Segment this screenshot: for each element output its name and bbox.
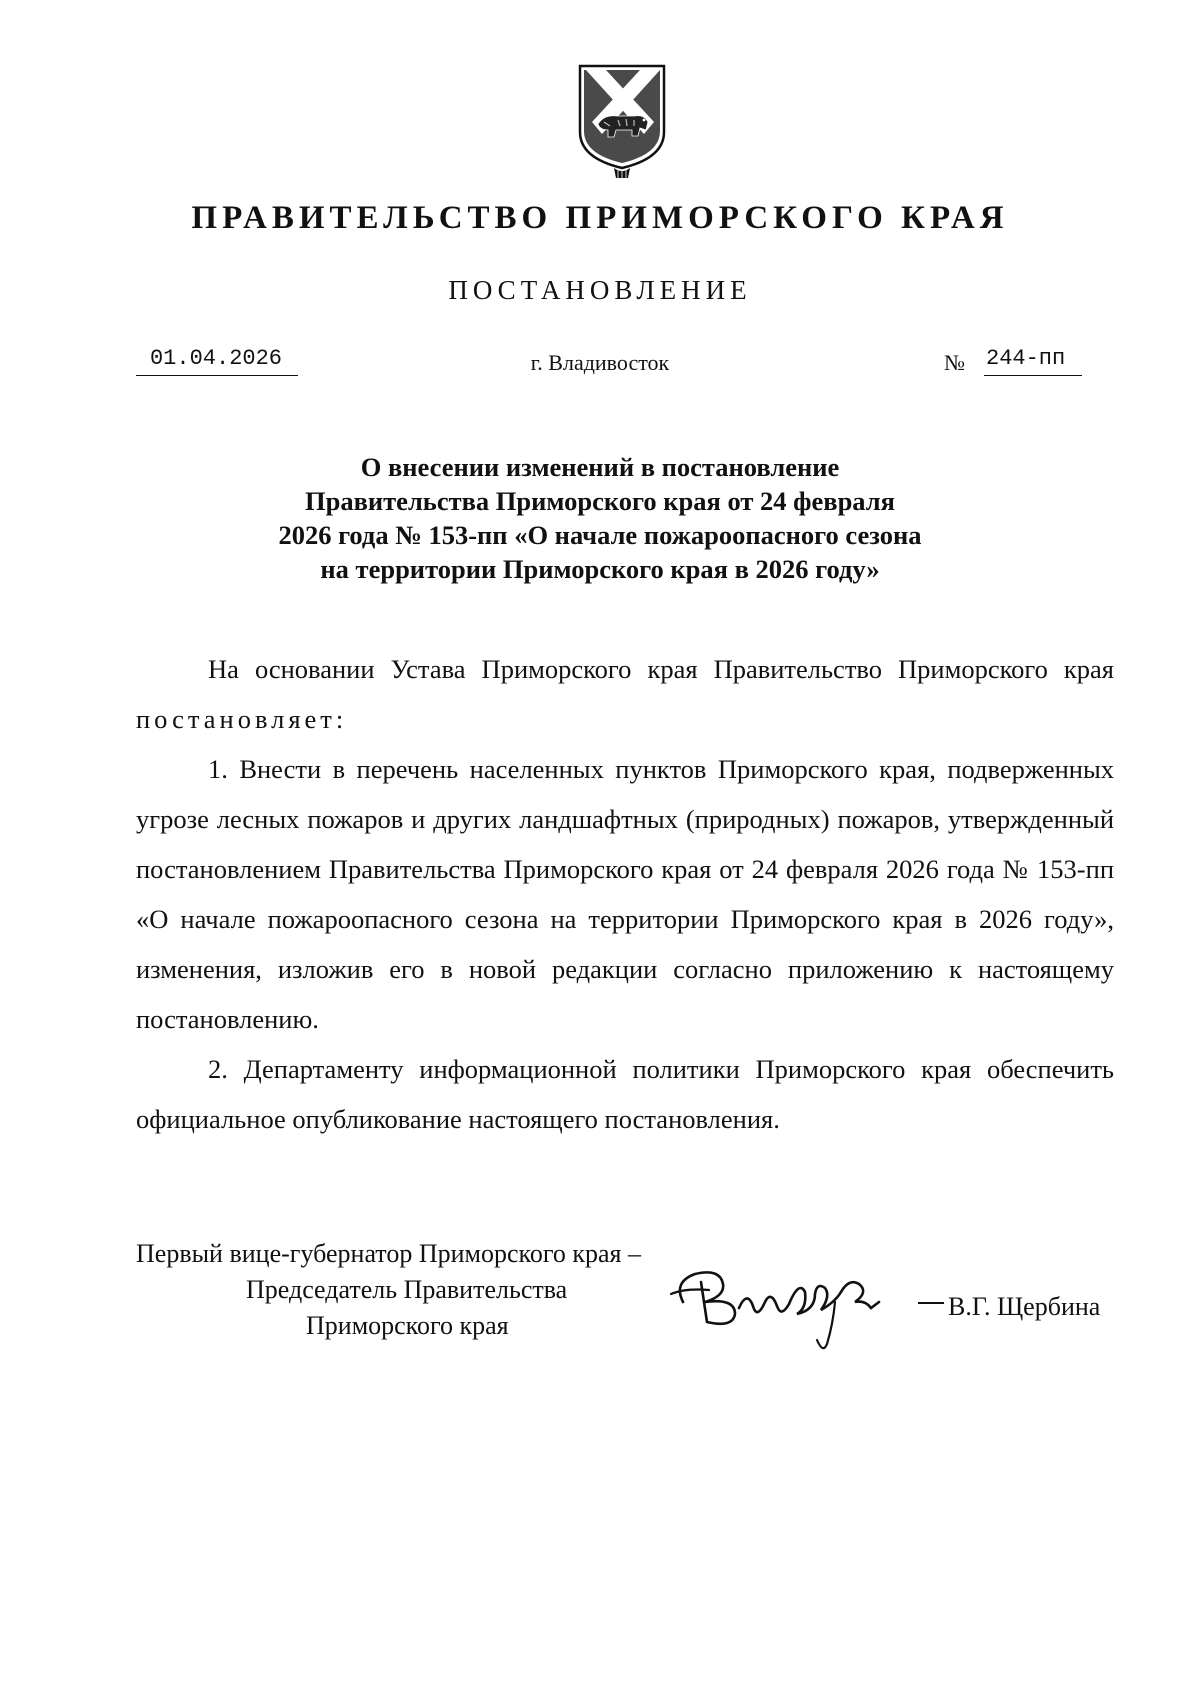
- signatory-name: В.Г. Щербина: [948, 1292, 1101, 1321]
- document-number: 244-пп: [986, 346, 1066, 371]
- signatory-position: [136, 1236, 696, 1344]
- heading-line: Правительства Приморского края от 24 февраля: [304, 486, 895, 516]
- document-body: [136, 644, 1114, 1144]
- document-date: 01.04.2026: [149, 346, 283, 371]
- coat-of-arms-emblem: [574, 62, 670, 182]
- signature-dash: [918, 1302, 944, 1304]
- intro-paragraph: [136, 644, 1114, 744]
- position-line: Приморского края: [306, 1311, 509, 1340]
- position-line: Первый вице-губернатор Приморского края –: [136, 1239, 641, 1268]
- document-city: г. Владивосток: [530, 350, 670, 375]
- item-1-paragraph: 1. Внести в перечень населенных пунктов Приморского края, подверженных угрозе лесных пожаров и других ландшафтных (природных) пожаров, утвержденный постановлением Правительства Приморского края от 24 февраля 2026 года № 153-пп «О начале пожароопасного сезона на территории Приморского края в 2026 году», изменения, изложив его в новой редакции согласно приложению к настоящему постановлению.: [136, 754, 1114, 1034]
- document-type: ПОСТАНОВЛЕНИЕ: [448, 275, 752, 305]
- handwritten-signature: [665, 1262, 910, 1362]
- number-underline: [984, 375, 1082, 376]
- number-sign: №: [944, 350, 965, 375]
- item-2-paragraph: 2. Департаменту информационной политики Приморского края обеспечить официальное опубликование настоящего постановления.: [136, 1054, 1114, 1134]
- heading-line: на территории Приморского края в 2026 году»: [320, 554, 880, 584]
- intro-text: На основании Устава Приморского края Правительство Приморского края: [208, 654, 1114, 684]
- intro-keyword: постановляет:: [136, 704, 348, 734]
- heading-line: О внесении изменений в постановление: [360, 452, 840, 482]
- position-line: Председатель Правительства: [246, 1275, 568, 1304]
- heading-line: 2026 года № 153-пп «О начале пожароопасного сезона: [278, 520, 922, 550]
- document-heading: [0, 450, 1200, 586]
- organization-title: ПРАВИТЕЛЬСТВО ПРИМОРСКОГО КРАЯ: [191, 200, 1009, 236]
